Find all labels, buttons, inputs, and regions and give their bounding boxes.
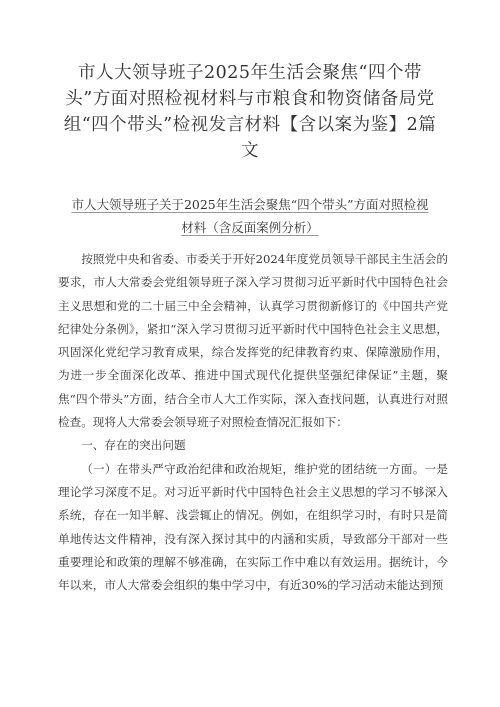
document-title: 市人大领导班子2025年生活会聚焦“四个带头”方面对照检视材料与市粮食和物资储备局党组“四个带头”检视发言材料【含以案为鉴】2篇文 (63, 63, 437, 161)
section-heading: 一、存在的突出问题 (81, 438, 186, 453)
subtitle-line-2: 材料（含反面案例分析） (181, 220, 319, 235)
document-subtitle (70, 193, 430, 239)
subtitle-line-1: 市人大领导班子关于2025年生活会聚焦“四个带头”方面对照检视 (71, 197, 429, 212)
document-body (58, 248, 448, 597)
intro-paragraph: 按照党中央和省委、市委关于开好2024年度党员领导干部民主生活会的要求，市人大常委会党组领导班子深入学习贯彻习近平新时代中国特色社会主义思想和党的二十届三中全会精神，认真学习贯彻新修订的《中国共产党纪律处分条例》，紧扣“深入学习贯彻习近平新时代中国特色社会主义思想，巩固深化党纪学习教育成果，综合发挥党的纪律教育约束、保障激励作用，为进一步全面深化改革、推进中国式现代化提供坚强纪律保证”主题，聚焦“四个带头”方面，结合全市人大工作实际，深入查找问题，认真进行对照检查。现将人大常委会领导班子对照检查情况汇报如下： (58, 252, 448, 430)
body-paragraph: （一）在带头严守政治纪律和政治规矩，维护党的团结统一方面。一是理论学习深度不足。对习近平新时代中国特色社会主义思想的学习不够深入系统，存在一知半解、浅尝辄止的情况。例如，在组织学习时，有时只是简单地传达文件精神，没有深入探讨其中的内涵和实质，导致部分干部对一些重要理论和政策的理解不够准确，在实际工作中难以有效运用。据统计，今年以来，市人大常委会组织的集中学习中，有近30%的学习活动未能达到预 (58, 461, 448, 593)
